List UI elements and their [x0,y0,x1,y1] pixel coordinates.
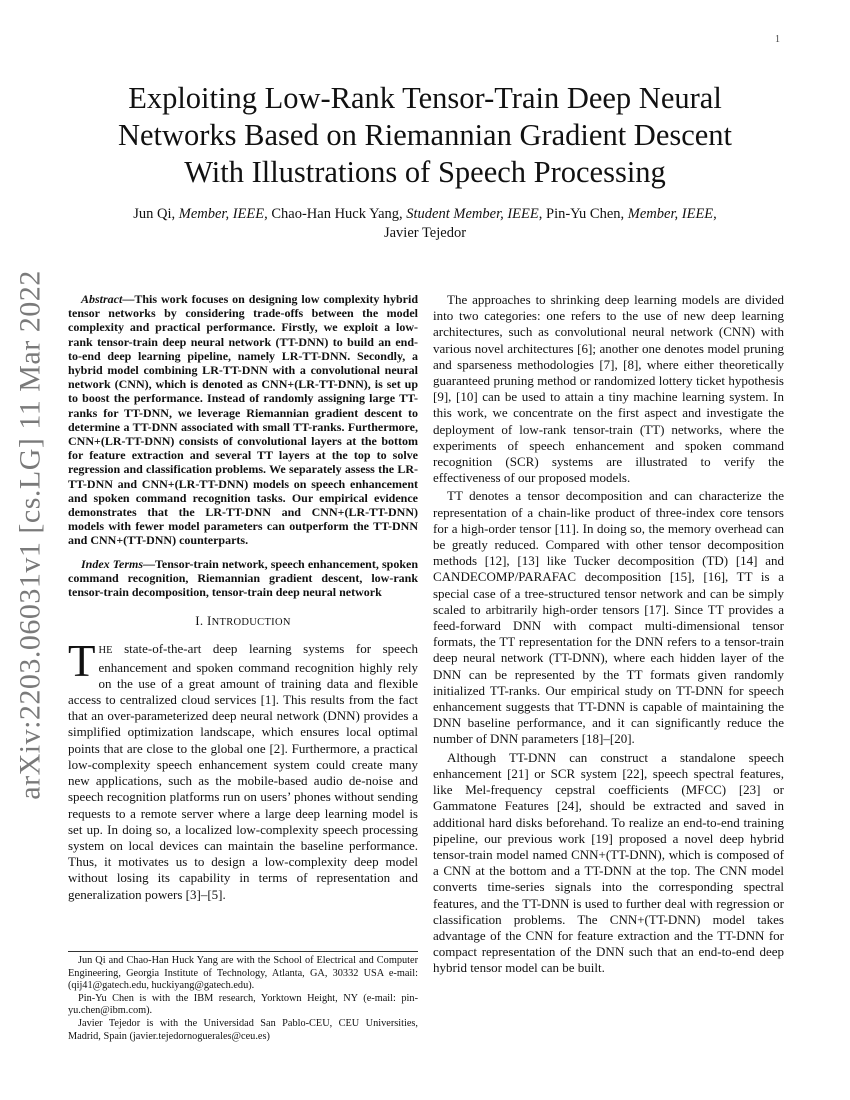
intro-caps: HE [98,645,113,657]
section-title-rest: NTRODUCTION [211,617,291,629]
author-name: Jun Qi, [133,206,179,222]
footnotes [68,951,418,1043]
author-role: Member, IEEE [627,206,714,222]
author-name: , Pin-Yu Chen, [538,206,628,222]
title-line-2: Networks Based on Riemannian Gradient Descent [117,118,733,152]
title-line-3: With Illustrations of Speech Processing [184,155,666,189]
author-separator: , [713,206,717,222]
intro-paragraph [68,636,418,902]
left-column [68,292,418,903]
author-list [90,205,760,243]
author-name: Javier Tejedor [383,225,467,241]
index-terms-text: —Tensor-train network, speech enhancement, spoken command recognition, Riemannian gradient descent, low-rank tensor-train decomposition, tensor-train deep neural network [68,556,418,600]
section-number: I. [195,613,207,629]
right-column [433,292,784,977]
author-role: Student Member, IEEE [406,206,539,222]
body-paragraph-2: TT denotes a tensor decomposition and can characterize the representation of a chain-like product of three-index core tensors for a high-order tensor [11]. In doing so, the memory overhead can be greatly reduced. Compared with other tensor decomposition methods [12], [13] like Tucker decomposition (TD) [14] and CANDECOMP/PARAFAC decomposition [15], [16], TT is a special case of a tree-structured tensor network and can be simply scaled to arbitrarily high-order tensors [17]. Since TT provides a feed-forward DNN with compact multi-dimensional tensor formats, the TT representation for the DNN refers to a tensor-train deep neural network (TT-DNN), where each hidden layer of the DNN can be represented by the TT formats given randomly initialized TT-ranks. Our empirical study on TT-DNN for speech enhancement suggests that TT-DNN is capable of maintaining the DNN baseline performance, and it can significantly reduce the number of DNN parameters [18]–[20]. [433,488,784,747]
drop-cap: T [68,636,96,687]
index-terms [68,557,418,600]
footnote-2: Pin-Yu Chen is with the IBM research, Yorktown Height, NY (e-mail: pin-yu.chen@ibm.com). [68,992,418,1017]
abstract [68,292,418,548]
title-line-1: Exploiting Low-Rank Tensor-Train Deep Neural [128,81,722,115]
index-terms-label: Index Terms [81,556,144,571]
section-heading-introduction [68,613,418,631]
abstract-label: Abstract [81,292,123,306]
section-title-initial: I [206,613,212,629]
author-role: Member, IEEE [178,206,265,222]
body-paragraph-3: Although TT-DNN can construct a standalone speech enhancement [21] or SCR system [22], speech spectral features, like Mel-frequency cepstral coefficients (MFCC) [23] or Gammatone Features [24], should be extracted and saved in additional hard disks beforehand. To realize an end-to-end training pipeline, our previous work [19] proposed a novel deep hybrid tensor-train model named CNN+(TT-DNN), which is composed of a CNN at the bottom and a TT-DNN at the top. The CNN model converts time-series signals into the corresponding spectral features, and the TT-DNN is used to further deal with regression or classification problems. The CNN+(TT-DNN) model takes advantage of the CNN for feature extraction and the TT-DNN for compact representation of the DNN such that an end-to-end deep hybrid tensor model can be built. [433,749,784,976]
paper-title [60,80,790,191]
abstract-text: —This work focuses on designing low complexity hybrid tensor networks by considering trade-offs between the model complexity and practical performance. Firstly, we exploit a low-rank tensor-train deep neural network (TT-DNN) to build an end-to-end deep learning pipeline, namely LR-TT-DNN. Secondly, a hybrid model combining LR-TT-DNN with a convolutional neural network (CNN), which is denoted as CNN+(LR-TT-DNN), is set up to boost the performance. Instead of randomly assigning large TT-ranks for TT-DNN, we leverage Riemannian gradient descent to determine a TT-DNN associated with small TT-ranks. Furthermore, CNN+(LR-TT-DNN) consists of convolutional layers at the bottom for feature extraction and several TT layers at the top to solve regression and classification problems. We separately assess the LR-TT-DNN and CNN+(LR-TT-DNN) models on speech enhancement and spoken command recognition tasks. Our empirical evidence demonstrates that the LR-TT-DNN and CNN+(LR-TT-DNN) models with fewer model parameters can outperform the TT-DNN and CNN+(TT-DNN) counterparts. [68,292,418,548]
footnote-3: Javier Tejedor is with the Universidad San Pablo-CEU, CEU Universities, Madrid, Spain (javier.tejedornoguerales@ceu.es) [68,1017,418,1042]
page-number: 1 [775,34,780,45]
body-paragraph-1: The approaches to shrinking deep learning models are divided into two categories: one refers to the use of new deep learning architectures, such as convolutional neural network (CNN) with various novel architectures [6]; another one denotes model pruning and sparseness methodologies [7], [8], where either theoretically guaranteed pruning method or randomized lottery ticket hypothesis [9], [10] can be used to attain a tiny machine learning system. In this work, we concentrate on the first aspect and investigate the deployment of low-rank tensor-train (TT) networks, where the experiments of speech enhancement and spoken command recognition (SCR) systems are illustrated to verify the effectiveness of our proposed models. [433,292,784,486]
footnote-1: Jun Qi and Chao-Han Huck Yang are with the School of Electrical and Computer Engineering, Georgia Institute of Technology, Atlanta, GA, 30332 USA e-mail: (qij41@gatech.edu, huckiyang@gatech.edu). [68,955,418,992]
author-name: , Chao-Han Huck Yang, [264,206,407,222]
arxiv-stamp-text: arXiv:2203.06031v1 [cs.LG] 11 Mar 2022 [14,270,47,800]
intro-text: state-of-the-art deep learning systems for speech enhancement and spoken command recognition highly rely on the use of a great amount of training data and flexible access to centralized cloud services [1]. This results from the fact that an over-parameterized deep neural network (DNN) provides a simplified optimization landscape, which ensures local optimal points that are close to the global one [2]. Furthermore, a practical low-complexity speech enhancement system could create many new applications, such as the mobile-based audio de-noise and speech recognition platforms run on users’ phones without sending requests to a remote server where a large deep learning model is set up. In doing so, a localized low-complexity speech processing system on local devices can maintain the baseline performance. Thus, it motivates us to design a low-complexity deep model without losing its capability in terms of representation and generalization powers [3]–[5]. [68,641,418,902]
arxiv-stamp [10,270,52,800]
